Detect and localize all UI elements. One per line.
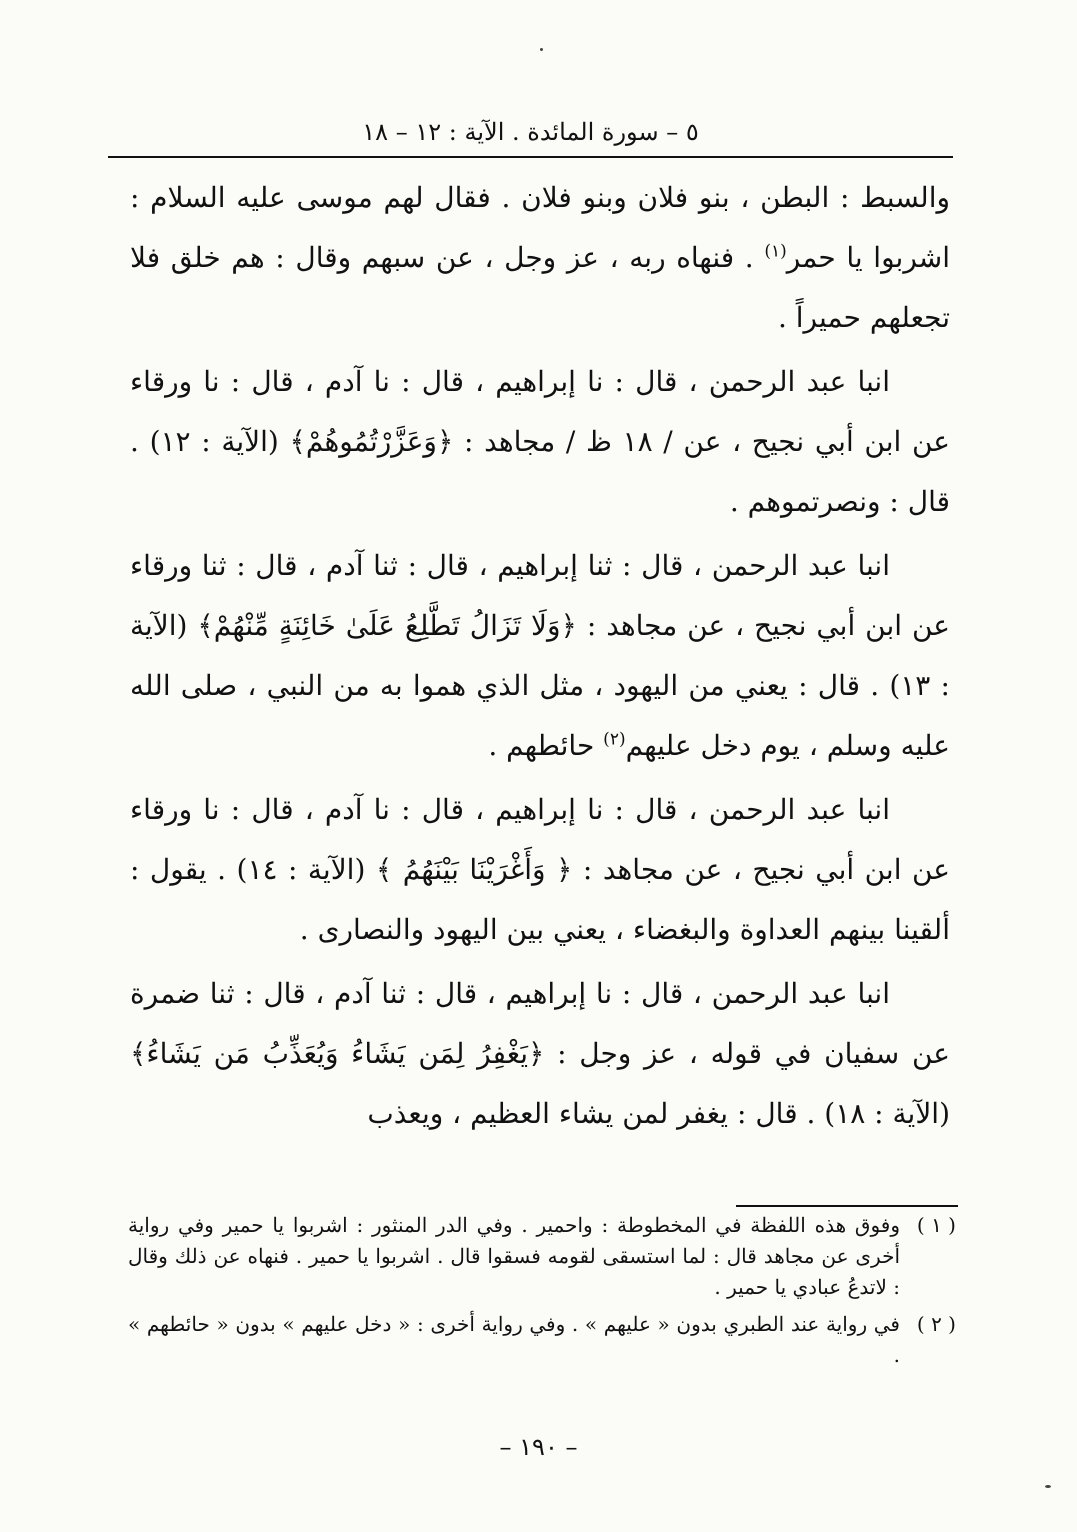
footnote-1 [128,1210,956,1303]
footnote-1-number: ( ١ ) [916,1213,956,1237]
footnote-marker-1: (١) [764,241,787,262]
paragraph-3-continuation: حائطهم . [488,729,595,762]
footnote-2-number: ( ٢ ) [916,1312,956,1336]
footnote-2 [128,1309,956,1371]
paragraph-3 [130,536,950,776]
paragraph-1 [130,168,950,348]
header-rule [108,156,953,158]
paper-speck [540,48,543,51]
footnote-separator [736,1205,958,1207]
paragraph-3-text: انبا عبد الرحمن ، قال : ثنا إبراهيم ، قال : ثنا آدم ، قال : ثنا ورقاء عن ابن أبي نجيح ، عن مجاهد : ﴿وَلَا تَزَالُ تَطَّلِعُ عَلَىٰ خَائِنَةٍ مِّنْهُمْ﴾ (الآية : ١٣) . قال : يعني من اليهود ، مثل الذي هموا به من النبي ، صلى الله عليه وسلم ، يوم دخل عليهم [130,549,950,762]
footnote-2-text: في رواية عند الطبري بدون « عليهم » . وفي رواية أخرى : « دخل عليهم » بدون « حائطهم » . [128,1312,900,1367]
paper-speck [1045,1485,1051,1488]
footnote-1-text: وفوق هذه اللفظة في المخطوطة : واحمير . وفي الدر المنثور : اشربوا يا حمير وفي رواية أخرى عن مجاهد قال : لما استسقى لقومه فسقوا قال . اشربوا يا حمير . فنهاه عن ذلك وقال : لاتدعُ عبادي يا حمير . [128,1213,900,1299]
footnote-marker-2: (٢) [603,729,626,750]
paragraph-1-text: والسبط : البطن ، بنو فلان وبنو فلان . فقال لهم موسى عليه السلام : اشربوا يا حمر [130,181,951,274]
paragraph-1-continuation: . فنهاه ربه ، عز وجل ، عن سبهم وقال : هم خلق فلا تجعلهم حميراً . [130,241,950,334]
main-text [130,168,950,1148]
paragraph-2: انبا عبد الرحمن ، قال : نا إبراهيم ، قال : نا آدم ، قال : نا ورقاء عن ابن أبي نجيح ، عن / ١٨ ظ / مجاهد : ﴿وَعَزَّرْتُمُوهُمْ﴾ (الآية : ١٢) . قال : ونصرتموهم . [130,365,950,518]
footnotes [128,1210,956,1377]
paragraph-5: انبا عبد الرحمن ، قال : نا إبراهيم ، قال : ثنا آدم ، قال : ثنا ضمرة عن سفيان في قوله ، عز وجل : ﴿يَغْفِرُ لِمَن يَشَاءُ وَيُعَذِّبُ مَن يَشَاءُ﴾ (الآية : ١٨) . قال : يغفر لمن يشاء العظيم ، ويعذب [130,977,950,1130]
running-header: ٥ – سورة المائدة . الآية : ١٢ – ١٨ [362,118,699,146]
paragraph-4: انبا عبد الرحمن ، قال : نا إبراهيم ، قال : نا آدم ، قال : نا ورقاء عن ابن أبي نجيح ، عن مجاهد : ﴿ وَأَغْرَيْنَا بَيْنَهُمُ ﴾ (الآية : ١٤) . يقول : ألقينا بينهم العداوة والبغضاء ، يعني بين اليهود والنصارى . [130,793,950,946]
page-number: – ١٩٠ – [499,1433,578,1461]
